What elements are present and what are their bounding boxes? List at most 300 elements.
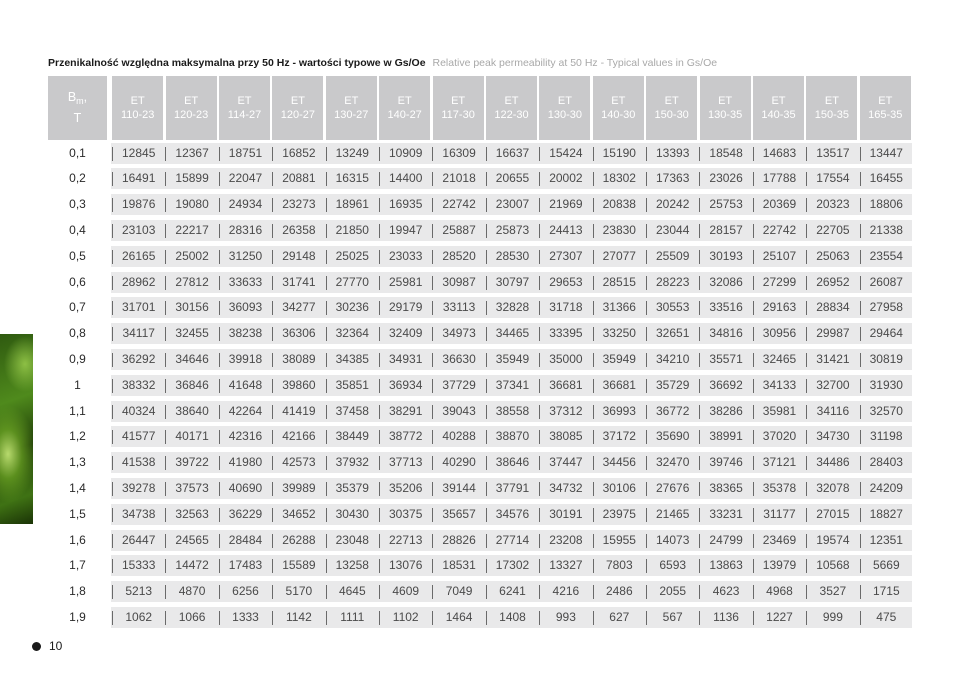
table-cell: 13447: [869, 145, 903, 160]
row-label-b-value: 1,4: [69, 480, 86, 495]
table-cell: 40290: [442, 455, 476, 470]
column-header-line1: ET: [290, 95, 305, 107]
column-header-line1: ET: [451, 95, 466, 107]
table-cell: 15589: [282, 558, 316, 573]
page-number-text: 10: [49, 639, 63, 653]
table-cell: 25981: [389, 274, 423, 289]
table-cell: 31741: [282, 274, 316, 289]
row-label-b-value: 1,1: [69, 403, 86, 418]
table-cell: 34730: [816, 429, 850, 444]
table-cell: 20323: [816, 197, 850, 212]
table-cell: 4216: [552, 584, 580, 599]
table-cell: 23830: [602, 222, 636, 237]
table-cell: 37447: [549, 455, 583, 470]
table-cell: 25107: [762, 248, 797, 263]
table-cell: 12367: [175, 145, 209, 160]
table-cell: 26288: [282, 532, 316, 547]
column-header-line1: ET: [771, 95, 786, 107]
table-cell: 1464: [445, 609, 473, 624]
row-label-b-value: 1,6: [69, 532, 86, 547]
table-row: [48, 220, 912, 241]
table-cell: 35206: [389, 480, 423, 495]
table-row: [48, 555, 912, 576]
table-cell: 5213: [125, 584, 153, 599]
table-cell: 23026: [709, 171, 743, 186]
table-cell: 35981: [762, 403, 797, 418]
table-cell: 4870: [178, 584, 206, 599]
table-cell: 27676: [656, 480, 690, 495]
table-cell: 28834: [816, 300, 850, 315]
bullet-icon: [32, 642, 41, 651]
row-label-b-value: 0,7: [69, 300, 86, 315]
table-cell: 25509: [656, 248, 690, 263]
table-cell: 36681: [602, 377, 636, 392]
table-cell: 13517: [816, 145, 850, 160]
table-cell: 27299: [762, 274, 797, 289]
title-english: Relative peak permeability at 50 Hz - Typical values in Gs/Oe: [432, 57, 718, 69]
row-label-b-value: 0,3: [69, 197, 86, 212]
table-cell: 26165: [122, 248, 156, 263]
column-header: [272, 76, 323, 140]
table-cell: 28826: [442, 532, 476, 547]
table-cell: 35729: [656, 377, 690, 392]
table-cell: 35000: [549, 351, 583, 366]
table-cell: 30987: [442, 274, 476, 289]
column-header: [646, 76, 697, 140]
table-row: [48, 607, 912, 628]
table-cell: 32570: [869, 403, 903, 418]
table-cell: 17363: [656, 171, 690, 186]
table-cell: 30191: [549, 506, 583, 521]
table-cell: 20655: [495, 171, 530, 186]
table-cell: 34652: [282, 506, 316, 521]
row-label-b-value: 1: [74, 377, 81, 392]
table-cell: 21850: [335, 222, 369, 237]
table-cell: 39746: [709, 455, 743, 470]
table-cell: 23007: [495, 197, 530, 212]
table-cell: 18827: [869, 506, 903, 521]
table-cell: 37172: [602, 429, 636, 444]
table-cell: 16309: [442, 145, 476, 160]
table-cell: 41419: [282, 403, 316, 418]
table-cell: 32078: [816, 480, 850, 495]
table-cell: 1066: [178, 609, 206, 624]
table-cell: 34931: [389, 351, 423, 366]
table-row: [48, 297, 912, 318]
table-title: [48, 57, 717, 69]
table-cell: 567: [662, 609, 683, 624]
table-cell: 34732: [549, 480, 583, 495]
table-cell: 41648: [228, 377, 263, 392]
column-header-line2: 117-30: [441, 109, 475, 121]
table-cell: 28484: [228, 532, 263, 547]
column-header-line1: ET: [878, 95, 893, 107]
column-header: [433, 76, 484, 140]
table-cell: 35690: [656, 429, 690, 444]
table-cell: 30956: [762, 326, 797, 341]
row-header-bm-t: [48, 76, 107, 140]
table-cell: 17554: [816, 171, 850, 186]
table-cell: 37932: [335, 455, 369, 470]
table-cell: 1333: [232, 609, 259, 624]
table-cell: 38646: [495, 455, 530, 470]
row-label-b-value: 0,9: [69, 351, 86, 366]
table-cell: 35571: [709, 351, 743, 366]
table-cell: 39278: [122, 480, 156, 495]
row-label-b-value: 1,5: [69, 506, 86, 521]
table-cell: 22713: [389, 532, 423, 547]
table-cell: 15955: [602, 532, 636, 547]
table-cell: 26447: [122, 532, 156, 547]
table-cell: 38991: [709, 429, 743, 444]
table-cell: 15899: [175, 171, 209, 186]
table-cell: 39043: [442, 403, 476, 418]
table-cell: 42316: [228, 429, 263, 444]
table-cell: 31177: [763, 506, 796, 521]
column-header: [700, 76, 751, 140]
table-cell: 28520: [442, 248, 476, 263]
table-cell: 32455: [175, 326, 209, 341]
table-cell: 24413: [549, 222, 583, 237]
row-label-b-value: 0,5: [69, 248, 86, 263]
table-cell: 14683: [762, 145, 797, 160]
table-cell: 33113: [442, 300, 476, 315]
table-cell: 35851: [335, 377, 369, 392]
table-cell: 31930: [869, 377, 903, 392]
table-cell: 39860: [282, 377, 316, 392]
table-row: [48, 349, 912, 370]
table-cell: 17302: [495, 558, 530, 573]
table-cell: 17483: [228, 558, 263, 573]
table-cell: 5170: [285, 584, 313, 599]
table-cell: 19080: [175, 197, 209, 212]
row-label-b-value: 1,8: [69, 584, 86, 599]
table-cell: 31421: [816, 351, 850, 366]
table-cell: 1102: [392, 609, 419, 624]
table-cell: 6256: [232, 584, 259, 599]
table-cell: 36993: [602, 403, 636, 418]
table-row: [48, 323, 912, 344]
table-cell: 38870: [495, 429, 530, 444]
table-cell: 6593: [659, 558, 687, 573]
table-cell: 1136: [713, 609, 739, 624]
table-cell: 38291: [389, 403, 423, 418]
column-header: [593, 76, 644, 140]
table-cell: 34385: [335, 351, 369, 366]
table-cell: 31198: [870, 429, 903, 444]
table-cell: 34486: [816, 455, 850, 470]
table-cell: 22705: [816, 222, 850, 237]
table-cell: 40171: [175, 429, 209, 444]
table-cell: 27015: [816, 506, 850, 521]
table-row: [48, 143, 912, 164]
table-cell: 28223: [656, 274, 690, 289]
table-cell: 16852: [282, 145, 316, 160]
table-cell: 475: [876, 609, 897, 624]
table-cell: 4968: [766, 584, 793, 599]
table-cell: 36630: [442, 351, 476, 366]
table-cell: 27958: [869, 300, 903, 315]
table-cell: 38085: [549, 429, 583, 444]
table-cell: 26087: [869, 274, 903, 289]
table-row: [48, 375, 912, 396]
table-cell: 38365: [709, 480, 743, 495]
table-cell: 993: [555, 609, 576, 624]
table-cell: 13979: [762, 558, 797, 573]
table-cell: 30553: [656, 300, 690, 315]
table-cell: 27770: [335, 274, 369, 289]
table-cell: 40288: [442, 429, 476, 444]
column-header-line2: 150-35: [814, 109, 850, 121]
table-cell: 36934: [389, 377, 423, 392]
column-header-line2: 122-30: [494, 109, 529, 121]
table-cell: 2486: [605, 584, 633, 599]
table-cell: 33633: [228, 274, 263, 289]
table-cell: 34576: [495, 506, 530, 521]
table-cell: 30106: [602, 480, 636, 495]
table-cell: 22742: [442, 197, 476, 212]
table-cell: 26952: [816, 274, 850, 289]
table-row: [48, 194, 912, 215]
table-cell: 22742: [762, 222, 797, 237]
table-cell: 18302: [602, 171, 636, 186]
table-cell: 1111: [340, 609, 365, 624]
row-label-b-value: 0,4: [69, 222, 86, 237]
table-cell: 38332: [122, 377, 156, 392]
table-cell: 4609: [392, 584, 420, 599]
table-cell: 5669: [872, 558, 900, 573]
table-cell: 1715: [872, 584, 900, 599]
table-cell: 25063: [816, 248, 850, 263]
column-header-line2: 114-27: [227, 109, 262, 121]
row-label-b-value: 1,2: [69, 429, 86, 444]
column-header-line2: 120-27: [280, 109, 316, 121]
table-cell: 3527: [819, 584, 847, 599]
table-row: [48, 272, 912, 293]
column-header-line1: ET: [557, 95, 572, 107]
table-cell: 28530: [495, 248, 530, 263]
table-cell: 41538: [122, 455, 156, 470]
table-cell: 33231: [709, 506, 743, 521]
table-cell: 37312: [549, 403, 583, 418]
table-cell: 25887: [442, 222, 476, 237]
table-cell: 36681: [549, 377, 583, 392]
table-cell: 38089: [282, 351, 316, 366]
table-cell: 39918: [228, 351, 263, 366]
table-cell: 31250: [228, 248, 263, 263]
table-cell: 19574: [816, 532, 850, 547]
table-cell: 6241: [499, 584, 526, 599]
table-cell: 34738: [122, 506, 156, 521]
table-cell: 7049: [445, 584, 473, 599]
table-cell: 38238: [228, 326, 263, 341]
column-header: [486, 76, 537, 140]
table-cell: 1408: [499, 609, 526, 624]
row-header-line1: [68, 89, 87, 110]
table-cell: 32828: [495, 300, 530, 315]
table-cell: 18531: [442, 558, 476, 573]
row-header-comma: ,: [83, 90, 88, 104]
table-cell: 23044: [656, 222, 690, 237]
table-cell: 41577: [122, 429, 156, 444]
table-cell: 35378: [762, 480, 797, 495]
table-cell: 38449: [335, 429, 369, 444]
table-cell: 15333: [122, 558, 156, 573]
table-cell: 20838: [602, 197, 636, 212]
table-cell: 34646: [175, 351, 209, 366]
table-cell: 35949: [602, 351, 636, 366]
column-header-line2: 140-35: [761, 109, 796, 121]
table-cell: 28157: [709, 222, 743, 237]
column-header-line1: ET: [184, 95, 199, 107]
table-cell: 21465: [656, 506, 690, 521]
column-header: [860, 76, 911, 140]
table-row: [48, 530, 912, 551]
table-cell: 20369: [762, 197, 797, 212]
table-cell: 21969: [549, 197, 583, 212]
table-cell: 24934: [228, 197, 263, 212]
table-cell: 23975: [602, 506, 636, 521]
table-cell: 19876: [122, 197, 156, 212]
table-cell: 39144: [442, 480, 476, 495]
table-cell: 13249: [335, 145, 369, 160]
table-cell: 1062: [125, 609, 153, 624]
table-cell: 27307: [549, 248, 583, 263]
table-cell: 33250: [602, 326, 636, 341]
table-cell: 2055: [659, 584, 687, 599]
column-header-line2: 140-27: [387, 109, 422, 121]
table-cell: 31718: [549, 300, 583, 315]
table-cell: 13258: [335, 558, 369, 573]
table-cell: 14472: [175, 558, 209, 573]
table-cell: 13327: [549, 558, 583, 573]
table-cell: 37020: [762, 429, 797, 444]
table-cell: 22047: [228, 171, 263, 186]
table-cell: 23273: [282, 197, 316, 212]
table-cell: 30236: [335, 300, 369, 315]
table-cell: 41980: [228, 455, 263, 470]
table-cell: 32364: [335, 326, 369, 341]
table-row: [48, 452, 912, 473]
table-cell: 19947: [389, 222, 423, 237]
table-cell: 999: [822, 609, 843, 624]
table-cell: 35949: [495, 351, 530, 366]
table-cell: 37458: [335, 403, 369, 418]
table-cell: 627: [609, 609, 630, 624]
table-cell: 25025: [335, 248, 369, 263]
table-cell: 37341: [495, 377, 530, 392]
table-cell: 36692: [709, 377, 743, 392]
column-header-line2: 130-30: [547, 109, 583, 121]
table-cell: 17788: [762, 171, 797, 186]
table-cell: 20002: [549, 171, 583, 186]
table-cell: 37729: [442, 377, 476, 392]
row-label-b-value: 1,3: [69, 455, 86, 470]
table-cell: 20881: [282, 171, 316, 186]
table-cell: 34456: [602, 455, 636, 470]
table-cell: 32700: [816, 377, 850, 392]
table-cell: 34277: [282, 300, 316, 315]
table-cell: 21018: [442, 171, 476, 186]
table-cell: 25873: [495, 222, 530, 237]
table-cell: 32086: [709, 274, 743, 289]
column-header-line2: 110-23: [120, 109, 155, 121]
table-cell: 37121: [762, 455, 797, 470]
table-cell: 14073: [656, 532, 690, 547]
table-cell: 30797: [495, 274, 530, 289]
table-cell: 30193: [709, 248, 743, 263]
table-cell: 34465: [495, 326, 530, 341]
column-header-line2: 130-35: [707, 109, 743, 121]
table-cell: 4645: [338, 584, 366, 599]
table-cell: 32563: [175, 506, 209, 521]
table-cell: 23033: [389, 248, 423, 263]
page-number: [32, 639, 62, 653]
column-header-line2: 120-23: [173, 109, 209, 121]
column-header-line1: ET: [718, 95, 733, 107]
column-header: [219, 76, 270, 140]
title-polish: Przenikalność względna maksymalna przy 50 Hz - wartości typowe w Gs/Oe: [48, 57, 426, 69]
table-cell: 34133: [762, 377, 797, 392]
table-cell: 37573: [175, 480, 209, 495]
leaf-photo: [0, 334, 33, 524]
column-header-line1: ET: [611, 95, 626, 107]
row-header-sub: m: [76, 96, 84, 106]
row-label-b-value: 0,1: [69, 145, 86, 160]
table-cell: 37713: [389, 455, 423, 470]
table-cell: 30819: [869, 351, 903, 366]
column-header: [806, 76, 857, 140]
table-cell: 27812: [175, 274, 209, 289]
table-cell: 30430: [335, 506, 369, 521]
table-cell: 40690: [228, 480, 263, 495]
column-header: [326, 76, 377, 140]
table-cell: 34816: [709, 326, 743, 341]
table-row: [48, 426, 912, 447]
table-cell: 33516: [709, 300, 743, 315]
table-cell: 36846: [175, 377, 209, 392]
table-cell: 42573: [282, 455, 316, 470]
table-cell: 38772: [389, 429, 423, 444]
table-cell: 1227: [766, 609, 793, 624]
table-cell: 27077: [602, 248, 636, 263]
table-cell: 21338: [869, 222, 903, 237]
table-cell: 13393: [656, 145, 690, 160]
table-cell: 20242: [656, 197, 690, 212]
table-cell: 32470: [656, 455, 690, 470]
row-label-b-value: 1,9: [69, 609, 86, 624]
table-cell: 29163: [762, 300, 797, 315]
table-cell: 42166: [282, 429, 316, 444]
table-cell: 18751: [228, 145, 263, 160]
column-header-line1: ET: [237, 95, 252, 107]
row-label-b-value: 0,8: [69, 326, 86, 341]
table-cell: 39989: [282, 480, 316, 495]
table-cell: 16455: [869, 171, 903, 186]
table-cell: 7803: [605, 558, 633, 573]
table-cell: 34973: [442, 326, 476, 341]
table-cell: 10909: [389, 145, 423, 160]
table-cell: 12845: [122, 145, 156, 160]
table-cell: 40324: [122, 403, 156, 418]
table-cell: 15424: [549, 145, 583, 160]
column-header-line1: ET: [664, 95, 679, 107]
table-cell: 24565: [175, 532, 209, 547]
column-header: [539, 76, 590, 140]
table-row: [48, 401, 912, 422]
table-cell: 39722: [175, 455, 209, 470]
table-row: [48, 246, 912, 267]
